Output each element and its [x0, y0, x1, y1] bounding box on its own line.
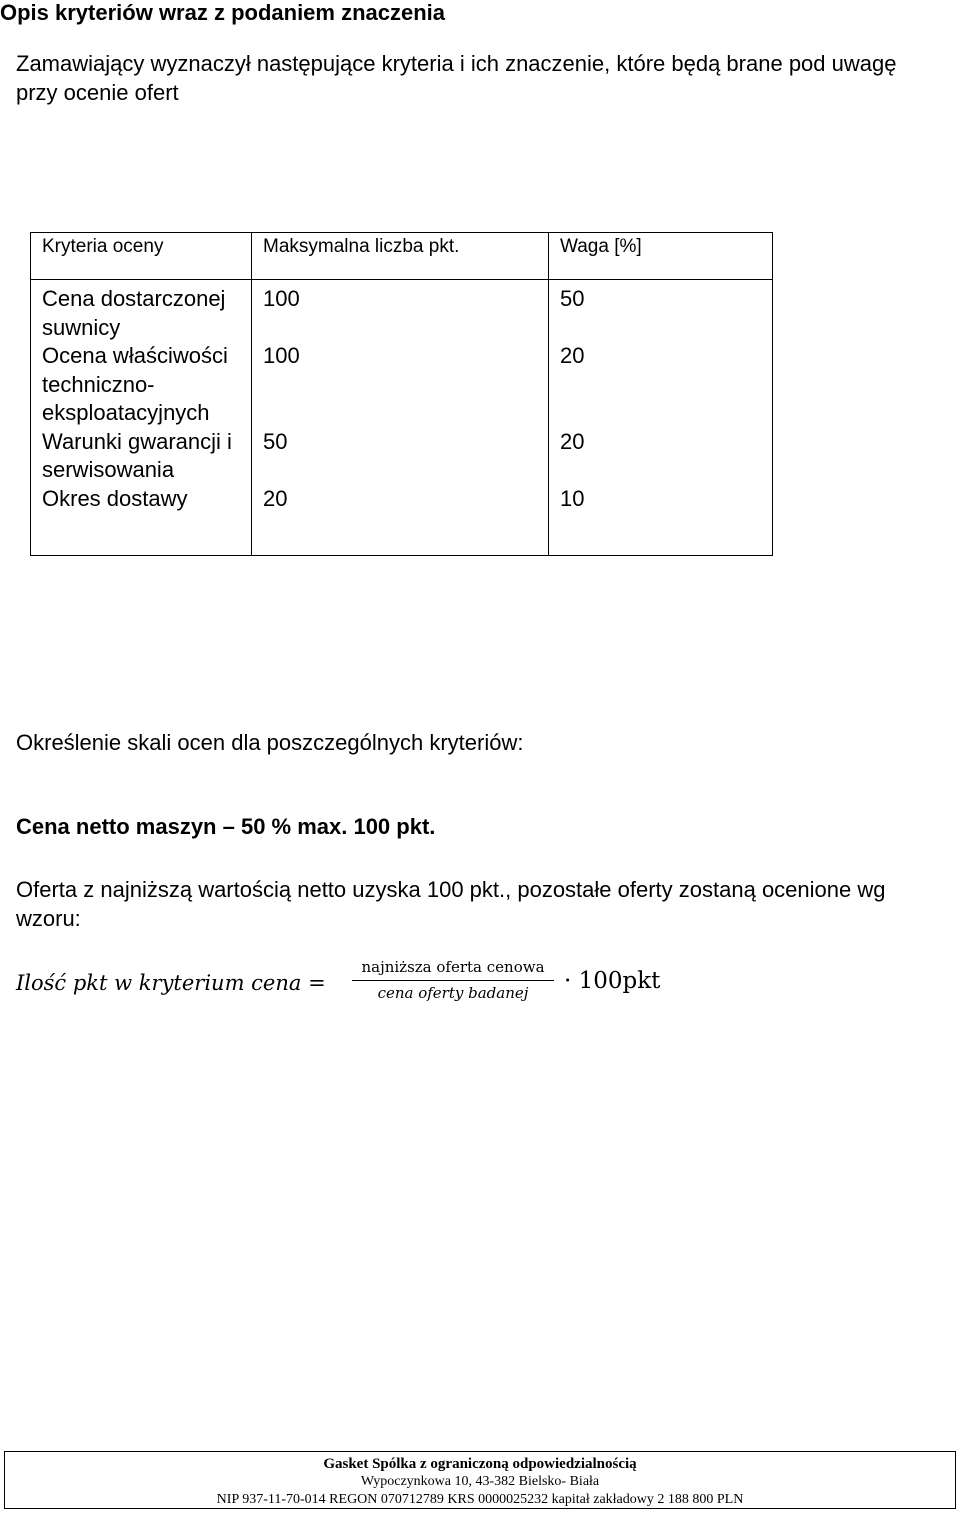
max-points-cell: 100 [252, 342, 549, 428]
header-criteria: Kryteria oceny [31, 233, 252, 280]
table-header-row [31, 233, 773, 280]
weight-cell: 20 [549, 428, 773, 485]
max-points-cell: 50 [252, 428, 549, 485]
footer-address: Wypoczynkowa 10, 43-382 Bielsko- Biała [360, 1474, 600, 1489]
table-row [31, 280, 773, 343]
criterion-cell: Okres dostawy [31, 485, 252, 556]
price-criterion-heading: Cena netto maszyn – 50 % max. 100 pkt. [16, 814, 436, 839]
header-weight: Waga [%] [549, 233, 773, 280]
max-points-cell: 100 [252, 280, 549, 343]
table-row [31, 342, 773, 428]
price-criterion-description: Oferta z najniższą wartością netto uzyska 100 pkt., pozostałe oferty zostaną ocenione wg wzoru: [16, 877, 886, 931]
criteria-table [30, 232, 773, 556]
scale-label: Określenie skali ocen dla poszczególnych kryteriów: [16, 730, 524, 755]
intro-paragraph: Zamawiający wyznaczył następujące kryteria i ich znaczenie, które będą brane pod uwagę przy ocenie ofert [16, 51, 897, 105]
header-max-points: Maksymalna liczba pkt. [252, 233, 549, 280]
footer-registration: NIP 937-11-70-014 REGON 070712789 KRS 0000025232 kapitał zakładowy 2 188 800 PLN [216, 1492, 744, 1507]
formula-rhs: · 100pkt [564, 968, 661, 994]
footer-company: Gasket Spólka z ograniczoną odpowiedzialnością [323, 1456, 637, 1472]
weight-cell: 20 [549, 342, 773, 428]
criterion-cell: Ocena właściwości techniczno-eksploatacyjnych [31, 342, 252, 428]
formula-numerator: najniższa oferta cenowa [352, 958, 554, 981]
formula-lhs: Ilość pkt w kryterium cena = [16, 971, 326, 995]
formula-denominator: cena oferty badanej [377, 984, 529, 1002]
criterion-cell: Warunki gwarancji i serwisowania [31, 428, 252, 485]
weight-cell: 10 [549, 485, 773, 556]
weight-cell: 50 [549, 280, 773, 343]
formula-fraction [352, 958, 554, 1002]
document-heading: Opis kryteriów wraz z podaniem znaczenia [0, 0, 446, 25]
page-footer [4, 1451, 956, 1509]
criterion-cell: Cena dostarczonej suwnicy [31, 280, 252, 343]
table-row [31, 428, 773, 485]
table-row [31, 485, 773, 556]
max-points-cell: 20 [252, 485, 549, 556]
